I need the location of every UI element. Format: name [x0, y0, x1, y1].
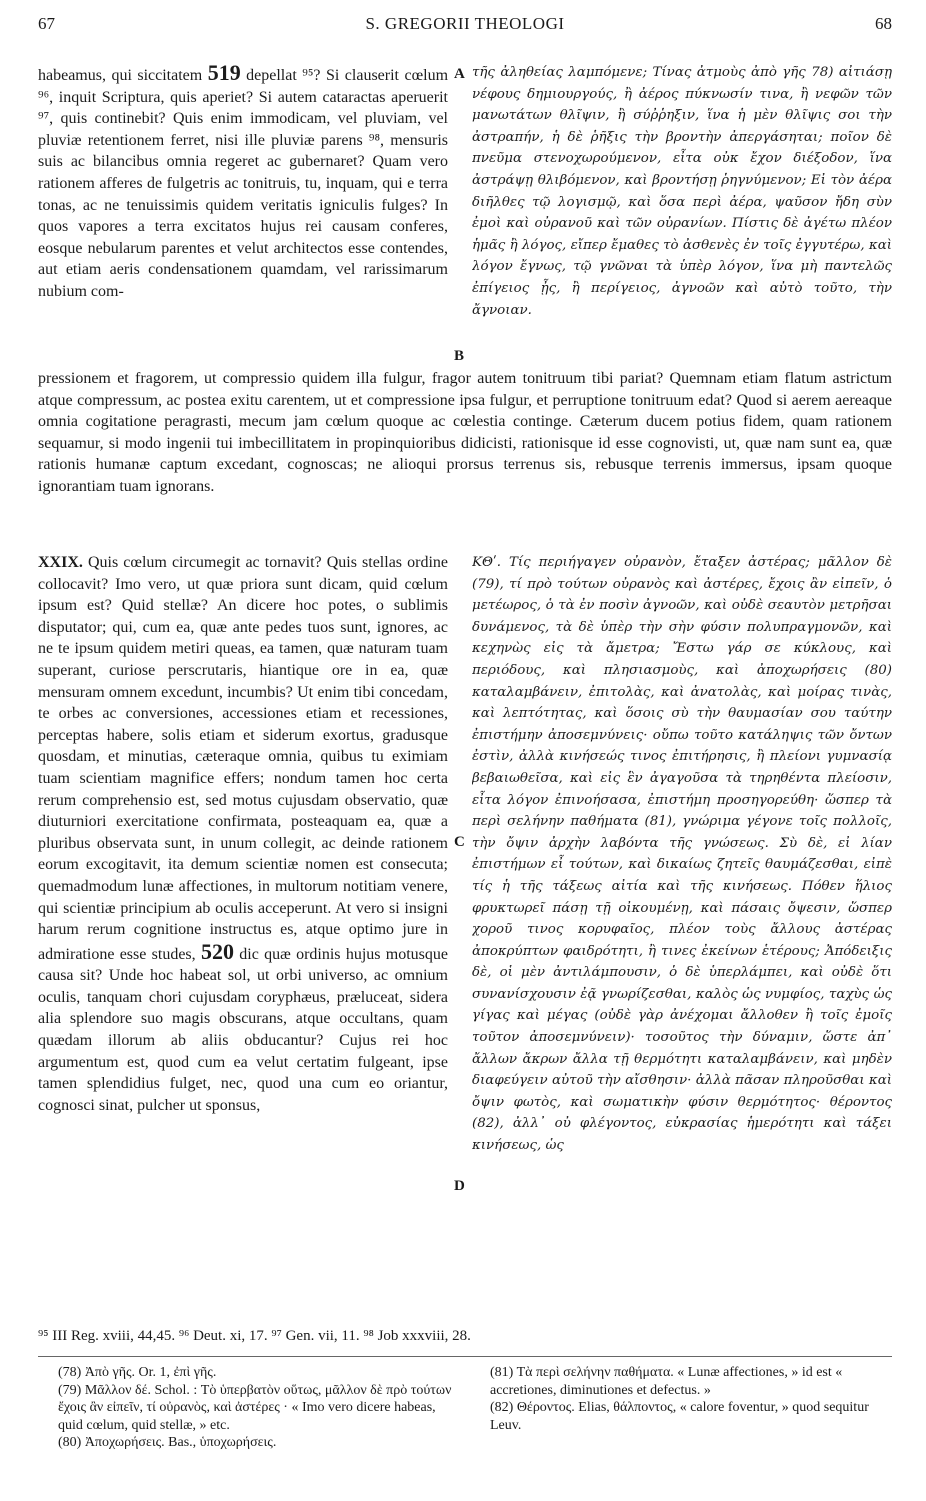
footnotes-left	[58, 1364, 453, 1452]
latin-text: habeamus, qui siccitatem	[38, 67, 203, 84]
page-number-right: 68	[875, 14, 892, 33]
page-number-left: 67	[38, 14, 55, 33]
greek-column-top	[472, 62, 892, 364]
footnote: (81) Τὰ περὶ σελήνην παθήματα. « Lunæ affectiones, » id est « accretiones, diminutiones et defectus. »	[490, 1365, 843, 1398]
margin-marker-b: B	[454, 348, 465, 364]
greek-paragraph: ΚΘʹ. Τίς περιήγαγεν οὐρανὸν, ἔταξεν ἀστέρας; μᾶλλον δὲ (79), τί πρὸ τούτων οὐρανὸς καὶ ἀστέρες, ἔχοις ἂν εἰπεῖν, ὁ μετέωρος, ὁ τὰ ἐν ποσὶν ἀγνοῶν, καὶ οὐδὲ σεαυτὸν μετρῆσαι δυνάμενος, τὰ δὲ ὑπὲρ τὴν σὴν φύσιν πολυπραγμονῶν, καὶ κεχηνὼς εἰς τὰ ἄμετρα; Ἔστω γάρ σε κύκλους, καὶ περιόδους, καὶ πλησιασμοὺς, καὶ ἀποχωρήσεις (80) καταλαμβάνειν, ἐπιτολὰς, καὶ ἀνατολὰς, καὶ μοίρας τινὰς, καὶ λεπτότητας, καὶ ὅσοις σὺ τὴν θαυμασίαν σου ταύτην ἐπιστήμην ἀποσεμνύνεις· οὔπω τοῦτο κατάληψις τῶν ὄντων ἐστὶν, ἀλλὰ κινήσεώς τινος ἐπιτήρησις, ἢ πλείονι γυμνασίᾳ βεβαιωθεῖσα, καὶ εἰς ἓν ἀγαγοῦσα τὰ τηρηθέντα πλείοσιν, εἶτα λόγον ἐπινοήσασα, ἐπιστήμη προσηγορεύθη· ὥσπερ τὰ περὶ σελήνην παθήματα (81), γνώριμα γέγονε τοῖς πολλοῖς, τὴν ὄψιν ἀρχὴν λαβόντα τῆς γνώσεως. Σὺ δὲ, εἰ λίαν ἐπιστήμων εἶ τούτων, καὶ δικαίως ζητεῖς θαυμάζεσθαι, εἰπὲ τίς ἡ τῆς τάξεως αἰτία καὶ τῆς κινήσεως. Πόθεν ἥλιος φρυκτωρεῖ πάσῃ τῇ οἰκουμένῃ, καὶ πάσαις ὄψεσιν, ὥσπερ χοροῦ τινος κορυφαῖος, πλέον τοὺς ἄλλους ἀστέρας ἀποκρύπτων φαιδρότητι, ἢ τινες ἐκείνων ἑτέρους; Ἀπόδειξις δὲ, οἱ μὲν ἀντιλάμπουσιν, ὁ δὲ ὑπερλάμπει, καὶ οὐδὲ ὅτι συνανίσχουσιν ἐᾷ γνωρίζεσθαι, καλὸς ὡς νυμφίος, ταχὺς ὡς γίγας καὶ μέγας (οὐδὲ γὰρ ἀνέχομαι ἄλλοθεν ἢ τοῖς ἐμοῖς τοῦτον ἀποσεμνύνειν)· τοσοῦτος τὴν δύναμιν, ὥστε ἀπ᾽ ἄλλων ἄκρων ἄλλα τῇ θερμότητι καταλαμβάνειν, καὶ μηδὲν διαφεύγειν αὐτοῦ τὴν αἴσθησιν· ἀλλὰ πᾶσαν πληροῦσθαι καὶ ὄψιν φωτὸς, καὶ σωματικὴν φύσιν θερμότητος· θέροντος (82), ἀλλ᾽ οὐ φλέγοντος, εὐκρασίας ἡμερότητι καὶ τάξει κινήσεως, ὡς	[472, 555, 892, 1154]
latin-paragraph	[38, 552, 448, 1116]
margin-marker-c: C	[454, 834, 465, 850]
running-title: S. GREGORII THEOLOGI	[365, 14, 565, 33]
footnote: (80) Ἀποχωρήσεις. Bas., ὑποχωρήσεις.	[58, 1435, 277, 1450]
running-header	[38, 6, 892, 46]
latin-text: dic quæ ordinis hujus motusque causa sit? Unde hoc habeat sol, ut orbi universo, ac omnium oculis, tanquam chori cujusdam coryphæus, præluceat, sidera alia splendore suo magis obscurans, atque occultans, quam quædam illorum ab aliis obducantur? Cujus rei hoc argumentum est, quod cum ea velut certatim fulgeant, ipse tamen splendidius fulget, nec, quod una cum eo oriantur, cognosci sinat, pulcher ut sponsus,	[38, 945, 448, 1114]
latin-paragraph: pressionem et fragorem, ut compressio quidem illa fulgur, fragor autem tonitruum tibi pariat? Quemnam etiam flatum astrictum atque compressum, ac postea exitu carentem, ut et compressione ipsa fulgur, et perruptione tonitruum edat? Quod si aerem aereaque omnia cogitatione peragrasti, mecum jam cœlum quoque ac cœlestia continge. Cæterum ducem potius fidem, quam rationem sequamur, si modo ingenii tui imbecillitatem in propinquioribus didicisti, rationisque id esse cognovisti, ut, quæ nam sunt ea, quæ rationis humanæ captum excedant, cognoscas; ne alioqui prorsus terrenus sis, rebusque terrenis immersus, ipsam quoque ignorantiam tuam ignorans.	[38, 370, 892, 495]
footnote: (78) Ἀπὸ γῆς. Or. 1, ἐπὶ γῆς.	[58, 1365, 217, 1380]
latin-column-bottom	[38, 552, 448, 1312]
latin-text: Quis cœlum circumegit ac tornavit? Quis stellas ordine collocavit? Imo vero, ut quæ priora sunt dicam, quid cœlum ipsum est? Quid stellæ? An dicere hoc potes, o sublimis disputator; qui, cum ea, quæ ante pedes tuos sunt, ignores, ac ne te ipsum quidem metiri queas, ea tamen, quæ naturam tuam superant, curiose perscrutaris, hiantique ore in ea, quæ mensuram omnem excedunt, incumbis? Ut enim tibi concedam, te orbes ac conversiones, accessiones etiam et recessiones, perceptas habere, solis etiam et siderum exortus, gradusque quosdam, et minutias, cæteraque omnia, quibus tu eximiam tuam scientiam magnifice effers; nondum tamen hoc certa rerum comprehensio est, sed motus cujusdam observatio, quæ diuturniori exercitatione confirmata, posteaquam ea, quæ a pluribus observata sunt, in unum collegit, ac deinde rationem eorum excogitavit, ita demum scientiæ nomen est consecuta; quemadmodum lunæ affectiones, in multorum notitiam venere, qui scientiæ principium ab oculis acceperunt. At vero si insigni harum rerum cognitione instructus es, atque optimo jure in admiratione esse studes,	[38, 554, 448, 963]
scripture-references: ⁹⁵ III Reg. xviii, 44,45. ⁹⁶ Deut. xi, 17. ⁹⁷ Gen. vii, 11. ⁹⁸ Job xxxviii, 28.	[38, 1328, 471, 1344]
footnote: (82) Θέροντος. Elias, θάλποντος, « calore foventur, » quod sequitur Leuv.	[490, 1400, 869, 1433]
margin-marker-a: A	[454, 66, 465, 82]
latin-paragraph	[38, 62, 448, 303]
latin-text: depellat ⁹⁵? Si clauserit cœlum ⁹⁶, inquit Scriptura, quis aperiet? Si autem cataractas aperuerit ⁹⁷, quis continebit? Quis enim immodicam, vel pluviam, vel pluviæ retentionem ferret, nisi ille pluviæ parens ⁹⁸, mensuris suis ac bilancibus omnia regeret ac gubernaret? Quam vero rationem afferes de fulgetris ac tonitruis, tu, inquam, qui e terra tonas, ac ne tenuissimis quidem veritatis igniculis fulges? In quos vapores a terra excitatos hujus rei causam conferes, eosque nebularum parentes et velut architectos esse contendes, aut etiam aeris condensationem quamdam, vel rarissimarum nubium com-	[38, 67, 448, 300]
column-number-520: 520	[200, 938, 234, 964]
footnotes-right	[490, 1364, 890, 1434]
latin-full-width	[38, 368, 892, 536]
footnote: (79) Μᾶλλον δέ. Schol. : Τὸ ὑπερβατὸν οὕτως, μᾶλλον δὲ πρὸ τούτων ἔχοις ἂν εἰπεῖν, τί οὐρανὸς, καὶ ἀστέρες · « Imo vero dicere habeas, quid cœlum, quid stellæ, » etc.	[58, 1382, 452, 1433]
greek-column-bottom	[472, 552, 892, 1312]
greek-paragraph: τῆς ἀληθείας λαμπόμενε; Τίνας ἀτμοὺς ἀπὸ γῆς 78) αἰτιάσῃ νέφους δημιουργούς, ἢ ἀέρος πύκνωσίν τινα, ἢ νεφῶν τῶν μανωτάτων θλῖψιν, ἢ σύῤῥηξιν, ἵνα ἡ μὲν θλῖψις σοι τὴν ἀστραπήν, ἡ δὲ ῥῆξις τὴν βροντὴν ἀπεργάσηται; ποῖον δὲ πνεῦμα στενοχωρούμενον, εἶτα οὐκ ἔχον διέξοδον, ἵνα ἀστράψῃ θλιβόμενον, καὶ βροντήσῃ ῥηγνύμενον; Εἰ τὸν ἀέρα διῆλθες τῷ λογισμῷ, καὶ ὅσα περὶ ἀέρα, ψαῦσον ἤδη σὺν ἐμοὶ καὶ οὐρανοῦ καὶ τῶν οὐρανίων. Πίστις δὲ ἀγέτω πλέον ἡμᾶς ἢ λόγος, εἴπερ ἔμαθες τὸ ἀσθενὲς ἐν τοῖς ἐγγυτέρω, καὶ λόγον ἔγνως, τῷ γνῶναι τὰ ὑπὲρ λόγον, ἵνα μὴ παντελῶς ἐπίγειος ᾖς, ἢ περίγειος, ἀγνοῶν καὶ αὐτὸ τοῦτο, τὴν ἄγνοιαν.	[472, 65, 892, 318]
margin-marker-d: D	[454, 1178, 465, 1194]
latin-column-top	[38, 62, 448, 364]
column-number-519: 519	[207, 62, 241, 85]
section-heading: XXIX.	[38, 554, 83, 571]
footnote-divider	[38, 1356, 892, 1357]
